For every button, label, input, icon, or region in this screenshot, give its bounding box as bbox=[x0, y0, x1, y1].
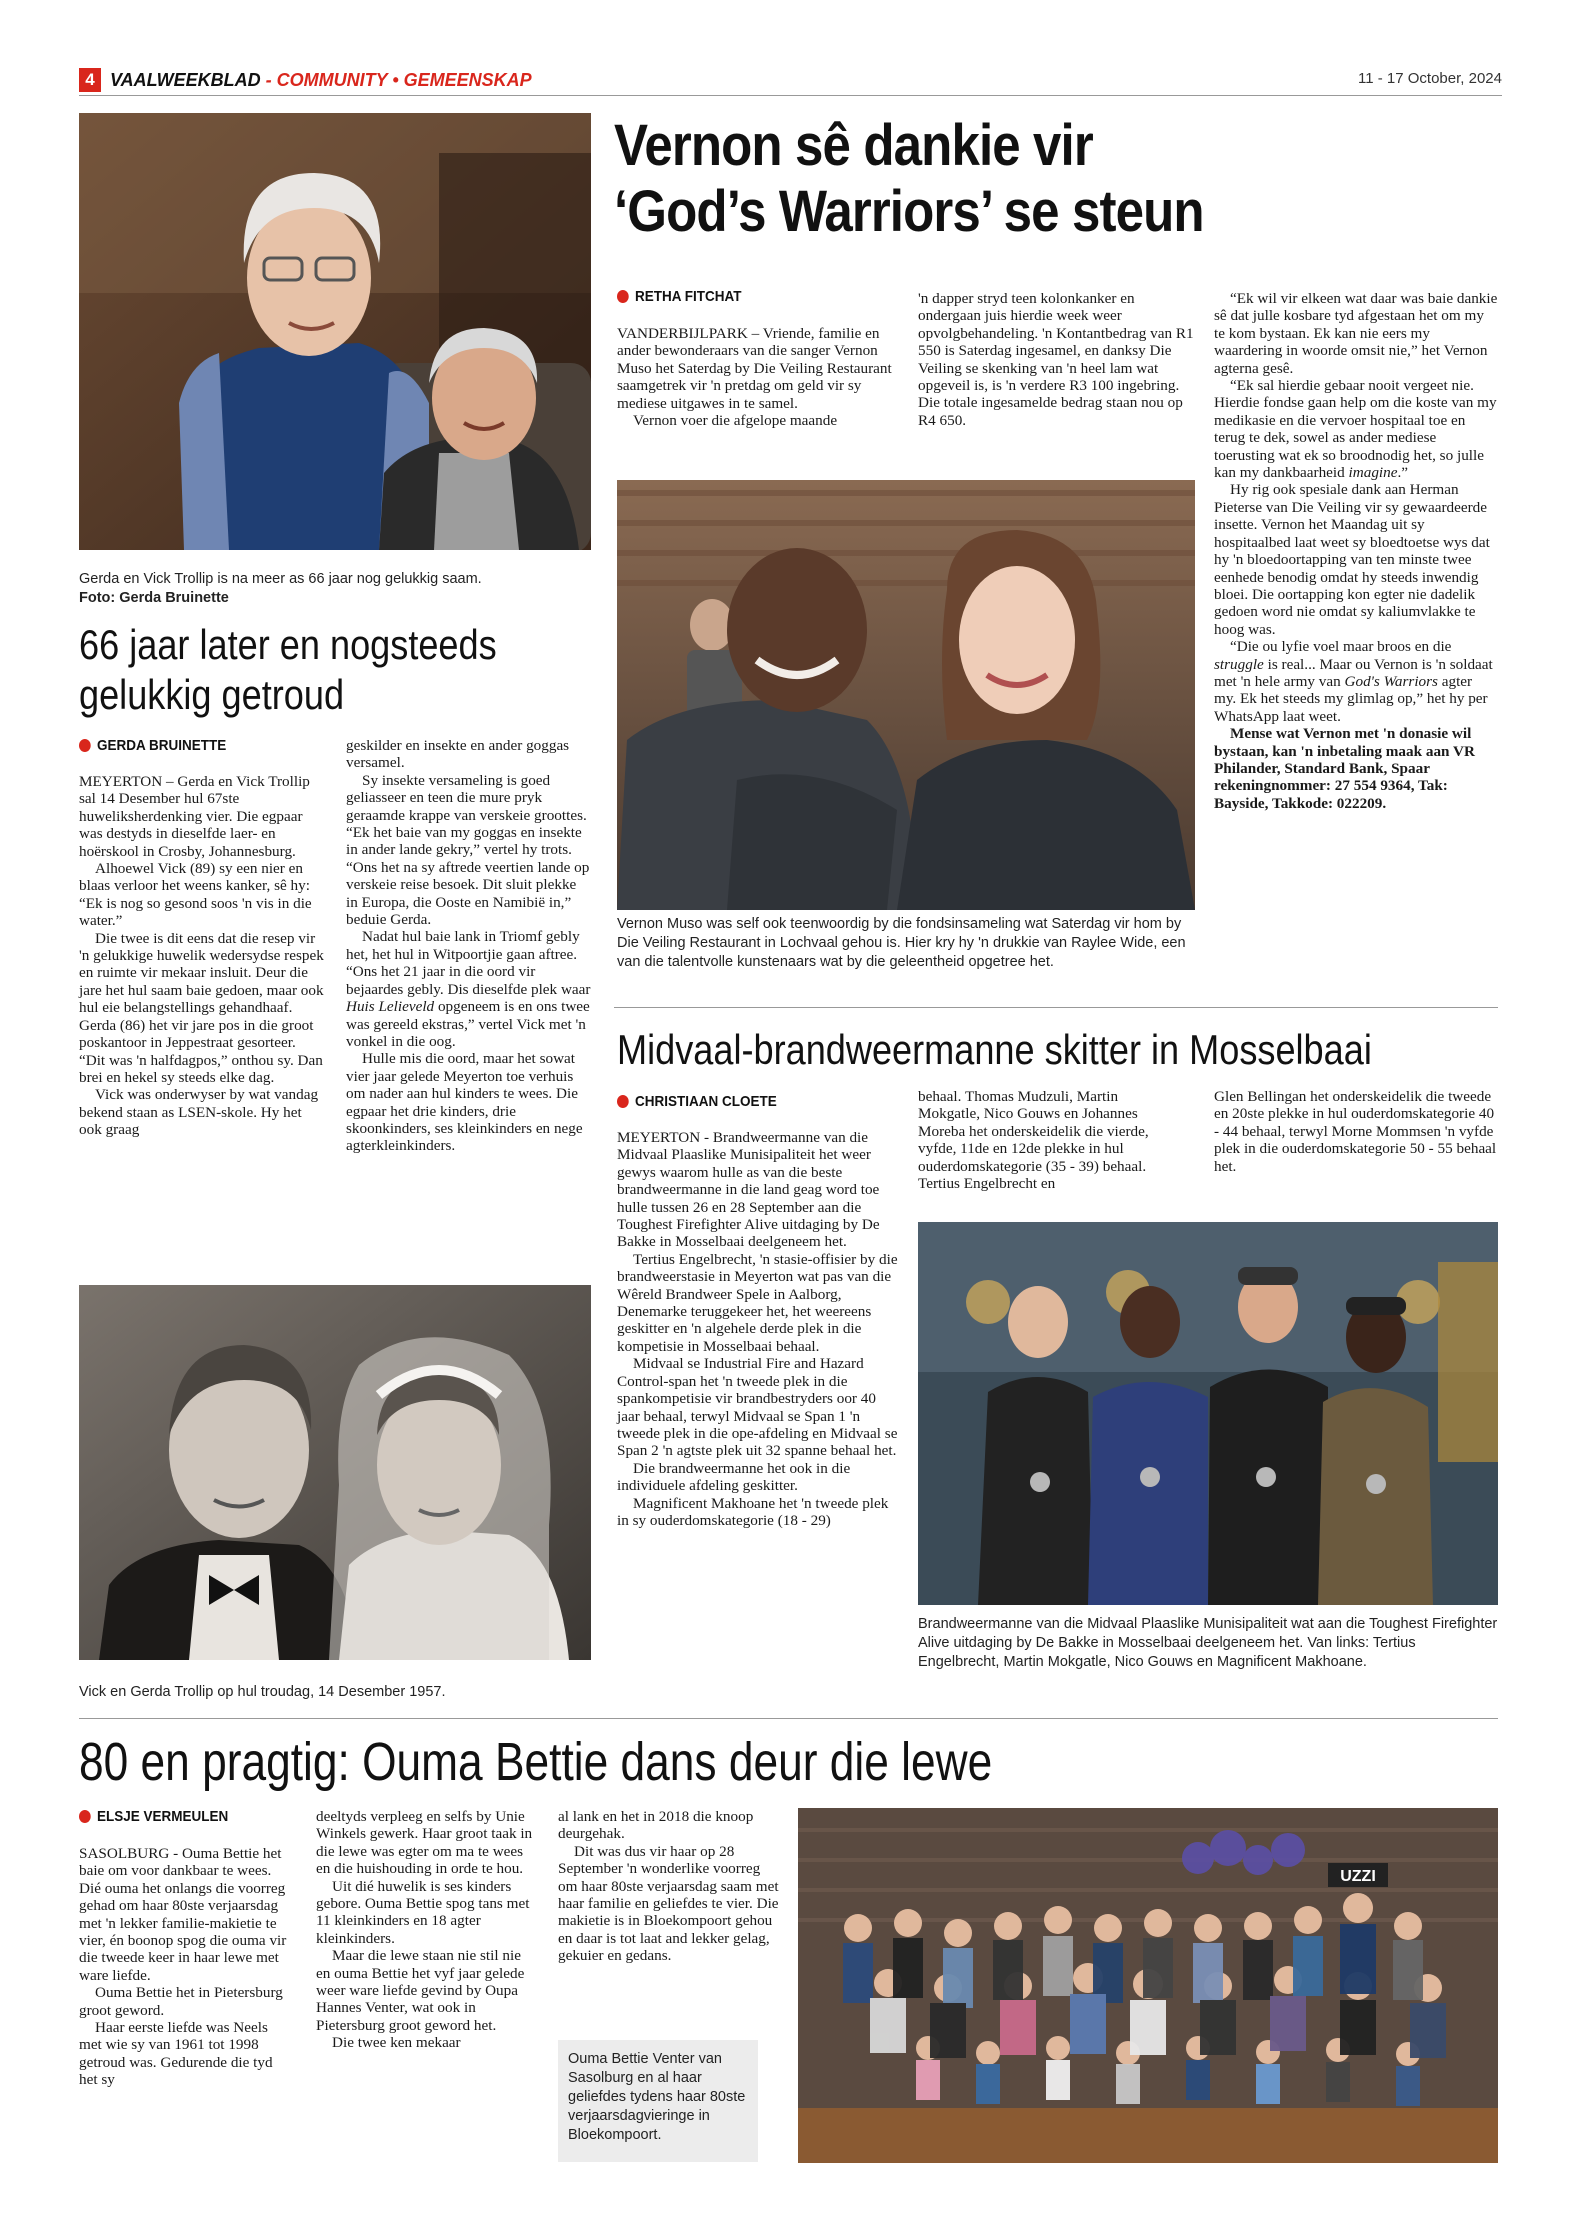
paragraph bbox=[1214, 377, 1498, 481]
firefighters-photo bbox=[918, 1222, 1498, 1605]
italic-span: imagine bbox=[1348, 464, 1398, 482]
paragraph: Magnificent Makhoane het 'n tweede plek in sy ouderdomskategorie (18 - 29) bbox=[617, 1494, 889, 1529]
byline-author: ELSJE VERMEULEN bbox=[97, 1808, 229, 1825]
paragraph: Uit dié huwelik is ses kinders gebore. Ouma Bettie spog tans met 11 kleinkinders en 18 agter kleinkinders. bbox=[316, 1877, 530, 1947]
section-rule bbox=[614, 1007, 1498, 1008]
trollip-wedding-photo bbox=[79, 1285, 591, 1660]
paragraph: VANDERBIJLPARK – Vriende, familie en ander bewonderaars van die sanger Vernon Muso het Saterdag by Die Veiling Restaurant saamgetrek vir 'n pretdag om geld vir sy mediese uitgawes in te samel. bbox=[617, 325, 892, 412]
midvaal-column-2 bbox=[918, 1088, 1183, 1192]
byline-author: RETHA FITCHAT bbox=[635, 288, 742, 305]
byline-dot-icon bbox=[617, 1095, 629, 1108]
vernon-photo bbox=[617, 480, 1195, 910]
headline-line-2: ‘God’s Warriors’ se steun bbox=[614, 179, 1204, 244]
text-span: agter my. Ek het steeds my glimlag op,” het hy per WhatsApp laat weet. bbox=[1214, 672, 1488, 725]
headline-line-1: 66 jaar later en nogsteeds bbox=[79, 621, 497, 668]
bettie-column-1 bbox=[79, 1845, 294, 2089]
text-span: “Die ou lyfie voel maar broos en die bbox=[1230, 638, 1452, 656]
trollip-couple-photo bbox=[79, 113, 591, 550]
section-rule bbox=[79, 1718, 1498, 1719]
vernon-column-2 bbox=[918, 290, 1200, 429]
byline-author: CHRISTIAAN CLOETE bbox=[635, 1093, 777, 1110]
midvaal-byline bbox=[617, 1093, 777, 1110]
paragraph: Die twee ken mekaar bbox=[332, 2034, 461, 2052]
paragraph: Alhoewel Vick (89) sy een nier en blaas verloor het weens kanker, sê hy: “Ek is nog so gesond soos 'n vis in die water.” bbox=[79, 860, 312, 930]
shirt-banner-text: UZZI bbox=[1340, 1868, 1376, 1885]
midvaal-headline: Midvaal-brandweermanne skitter in Mosselbaai bbox=[617, 1026, 1372, 1073]
midvaal-column-3 bbox=[1214, 1088, 1498, 1175]
bettie-photo-caption: Ouma Bettie Venter van Sasolburg en al haar geliefdes tydens haar 80ste verjaarsdagvieringe in Bloekompoort. bbox=[558, 2040, 758, 2162]
text-span: opgeneem is en ons twee was gereeld ekstras,” vertel Vick met 'n vonkel in die oog. bbox=[346, 998, 590, 1050]
paragraph: MEYERTON – Gerda en Vick Trollip sal 14 Desember hul 67ste huweliksherdenking vier. Die egpaar was destyds in dieselfde laer- en hoërskool in Crosby, Johannesburg. bbox=[79, 773, 310, 860]
photo-credit: Foto: Gerda Bruinette bbox=[79, 590, 229, 606]
paragraph: Midvaal se Industrial Fire and Hazard Control-span het 'n tweede plek in die spankompetisie vir brandbestryders oor 40 jaar behaal, terwyl Midvaal se Span 1 'n tweede plek in die ope-afdeling en Midvaal se Span 2 'n agtste plek uit 32 spanne behaal het. bbox=[617, 1355, 898, 1460]
paper-name: VAALWEEKBLAD bbox=[110, 70, 261, 90]
text-span: “Ek sal hierdie gebaar nooit vergeet nie. Hierdie fondse gaan help om die koste van my medikasie en die vervoer hospitaal toe en terug te dek, sowel as ander mediese toerusting wat ek so broodnodig het, so julle kan my dankbaarheid bbox=[1214, 377, 1497, 482]
midvaal-column-1 bbox=[617, 1129, 899, 1529]
paragraph: behaal. Thomas Mudzuli, Martin Mokgatle, Nico Gouws en Johannes Moreba het onderskeidelik die vierde, vyfde, 11de en 12de plekke in hul ouderdomskategorie (35 - 39) behaal. Tertius Engelbrecht en bbox=[918, 1088, 1149, 1193]
vernon-column-3 bbox=[1214, 290, 1498, 812]
paragraph: Hy rig ook spesiale dank aan Herman Pieterse van Die Veiling vir sy gewaardeerde insette. Vernon het Maandag uit sy hospitaalbed laat weet sy bloedtoetse wys dat hy 'n bloedoortapping van ten minste twee eenhede benodig omdat hy steeds inwendig bloei. Die oortapping kon egter nie dadelik gedoen word nie omdat sy kaliumvlakke te hoog was. bbox=[1214, 481, 1490, 638]
masthead-rule bbox=[79, 95, 1502, 96]
bettie-byline bbox=[79, 1808, 228, 1825]
byline-author: GERDA BRUINETTE bbox=[97, 737, 227, 754]
paragraph: al lank en het in 2018 die knoop deurgehak. bbox=[558, 1808, 754, 1843]
trollip-photo-caption bbox=[79, 570, 591, 608]
paragraph: deeltyds verpleeg en selfs by Unie Winkels gewerk. Haar groot taak in die lewe was egter om ma te wees en die huishouding in orde te hou. bbox=[316, 1808, 533, 1878]
vernon-byline bbox=[617, 288, 741, 305]
byline-dot-icon bbox=[79, 739, 91, 752]
paragraph: Vick was onderwyser by wat vandag bekend staan as LSEN-skole. Hy het ook graag bbox=[79, 1086, 319, 1139]
italic-span: struggle bbox=[1214, 655, 1264, 673]
paragraph: Die twee is dit eens dat die resep vir 'n gelukkige huwelik wedersydse respek en ruimte vir mekaar insluit. Deur die jare het hul saam baie gedoen, maar ook hul eie belangstellings gehandhaaf. Gerda (86) het vir jare pos in die groot poskantoor in Jeppestraat gesorteer. “Dit was 'n halfdagpos,” onthou sy. Dan brei en hekel sy steeds elke dag. bbox=[79, 929, 324, 1086]
trollip-byline bbox=[79, 737, 226, 754]
caption-text: Gerda en Vick Trollip is na meer as 66 jaar nog gelukkig saam. bbox=[79, 571, 482, 587]
paragraph: 'n dapper stryd teen kolonkanker en ondergaan juis hierdie week weer opvolgbehandeling. 'n Kontantbedrag van R1 550 is Saterdag ingesamel, en danksy Die Veiling se skenking van 'n heel lam wat opgeveil is, is 'n verdere R3 100 ingebring. Die totale ingesamelde bedrag staan nou op R4 650. bbox=[918, 290, 1194, 429]
donation-details: Mense wat Vernon met 'n donasie wil bystaan, kan 'n inbetaling maak aan VR Philander, Standard Bank, Spaar rekeningnommer: 27 554 9364, Tak: Bayside, Takkode: 022209. bbox=[1214, 725, 1475, 812]
text-span: .” bbox=[1397, 464, 1409, 482]
paragraph bbox=[346, 928, 591, 1050]
paragraph: Ouma Bettie het in Pietersburg groot geword. bbox=[79, 1984, 283, 2019]
italic-span: God's Warriors bbox=[1344, 672, 1438, 690]
issue-date: 11 - 17 October, 2024 bbox=[1358, 70, 1502, 87]
wedding-photo-caption: Vick en Gerda Trollip op hul troudag, 14 Desember 1957. bbox=[79, 1684, 446, 1700]
paragraph: Glen Bellingan het onderskeidelik die tweede en 20ste plekke in hul ouderdomskategorie 40 - 44 behaal, terwyl Morne Mommsen 'n vyfde plek in die ouderdomskategorie 50 - 55 behaal het. bbox=[1214, 1088, 1497, 1175]
paragraph: Die brandweermanne het ook in die individuele afdeling geskitter. bbox=[617, 1459, 851, 1495]
text-span: Nadat hul baie lank in Triomf gebly het, het hul in Witpoortjie gaan aftree. “Ons het 21 jaar in die oord vir bejaardes gebly. Dis dieselfde plek waar bbox=[346, 928, 591, 998]
paragraph bbox=[1214, 638, 1498, 725]
paragraph: Hulle mis die oord, maar het sowat vier jaar gelede Meyerton toe verhuis om nader aan hul kinders te wees. Die egpaar het drie kinders, drie skoonkinders, ses kleinkinders en nege agterkleinkinders. bbox=[346, 1050, 583, 1155]
bettie-family-photo bbox=[798, 1808, 1498, 2163]
paragraph: Dit was dus vir haar op 28 September 'n wonderlike voorreg om haar 80ste verjaarsdag saam met haar familie en geliefdes te vier. Die makietie is in Bloekompoort gehou en daar is tot laat and lekker gelag, gekuier en gedans. bbox=[558, 1842, 779, 1965]
paragraph: Tertius Engelbrecht, 'n stasie-offisier by die brandweerstasie in Meyerton wat pas van die Wêreld Brandweer Spele in Aalborg, Denemarke teruggekeer het, het weereens geskitter en 'n algehele derde plek in die kompetisie in Mosselbaai behaal. bbox=[617, 1250, 898, 1355]
bettie-column-2 bbox=[316, 1808, 536, 2052]
bettie-headline: 80 en pragtig: Ouma Bettie dans deur die lewe bbox=[79, 1732, 993, 1792]
headline-line-2: gelukkig getroud bbox=[79, 671, 345, 718]
paragraph: Vernon voer die afgelope maande bbox=[633, 412, 838, 430]
paragraph: SASOLBURG - Ouma Bettie het baie om voor dankbaar te wees. Dié ouma het onlangs die voorreg gehad om haar 80ste verjaarsdag met 'n lekker familie-makietie te vier, én boonop spog die ouma vir die tweede keer in haar lewe met ware liefde. bbox=[79, 1845, 287, 1984]
trollip-headline bbox=[79, 620, 497, 720]
masthead bbox=[110, 68, 532, 92]
paragraph: Sy insekte versameling is goed geliasseer en teen die mure pryk geraamde krappe van verskeie groottes. “Ek het baie van my goggas en insekte in ander lande gekry,” vertel hy trots. “Ons het na sy aftrede veertien lande op verskeie reise besoek. Dit sluit plekke in Europa, die Ooste en Namibië in,” beduie Gerda. bbox=[346, 771, 590, 929]
vernon-photo-caption: Vernon Muso was self ook teenwoordig by die fondsinsameling wat Saterdag vir hom by Die Veiling Restaurant in Lochvaal gehou is. Hier kry hy 'n drukkie van Raylee Wide, een van die talentvolle kunstenaars wat by die geleentheid opgetree het. bbox=[617, 916, 1186, 970]
vernon-headline bbox=[614, 113, 1204, 245]
vernon-column-1 bbox=[617, 325, 899, 429]
byline-dot-icon bbox=[79, 1810, 91, 1823]
section-name: - COMMUNITY • GEMEENSKAP bbox=[260, 70, 532, 90]
page-number: 4 bbox=[79, 68, 101, 92]
byline-dot-icon bbox=[617, 290, 629, 303]
paragraph: geskilder en insekte en ander goggas versamel. bbox=[346, 737, 570, 772]
firefighters-photo-caption: Brandweermanne van die Midvaal Plaaslike Munisipaliteit wat aan die Toughest Firefighter Alive uitdaging by De Bakke in Mosselbaai deelgeneem het. Van links: Tertius Engelbrecht, Martin Mokgatle, Nico Gouws en Magnificent Makhoane. bbox=[918, 1616, 1498, 1670]
text-span: is real... Maar ou Vernon is 'n soldaat met 'n hele army van bbox=[1214, 655, 1493, 690]
paragraph: “Ek wil vir elkeen wat daar was baie dankie sê dat julle kosbare tyd afgestaan het om my te kom bystaan. Ek kan nie eers my waardering in woorde omsit nie,” het Vernon agterna gesê. bbox=[1214, 290, 1498, 377]
headline-line-1: Vernon sê dankie vir bbox=[614, 113, 1093, 178]
trollip-column-2 bbox=[346, 737, 591, 1155]
italic-span: Huis Lelieveld bbox=[346, 998, 435, 1016]
trollip-column-1 bbox=[79, 773, 324, 1139]
paragraph: Haar eerste liefde was Neels met wie sy van 1961 tot 1998 getroud was. Gedurende die tyd het sy bbox=[79, 2019, 273, 2089]
paragraph: MEYERTON - Brandweermanne van die Midvaal Plaaslike Munisipaliteit het weer gewys waarom hulle as van die beste brandweermanne in die land geag word toe hulle tussen 26 en 28 September aan die Toughest Firefighter Alive uitdaging by De Bakke in Mosselbaai deelgeneem het. bbox=[617, 1129, 880, 1251]
paragraph: Maar die lewe staan nie stil nie en ouma Bettie het vyf jaar gelede weer ware liefde gevind by Oupa Hannes Venter, wat ook in Pietersburg groot geword het. bbox=[316, 1947, 525, 2034]
bettie-column-3 bbox=[558, 1808, 780, 1965]
